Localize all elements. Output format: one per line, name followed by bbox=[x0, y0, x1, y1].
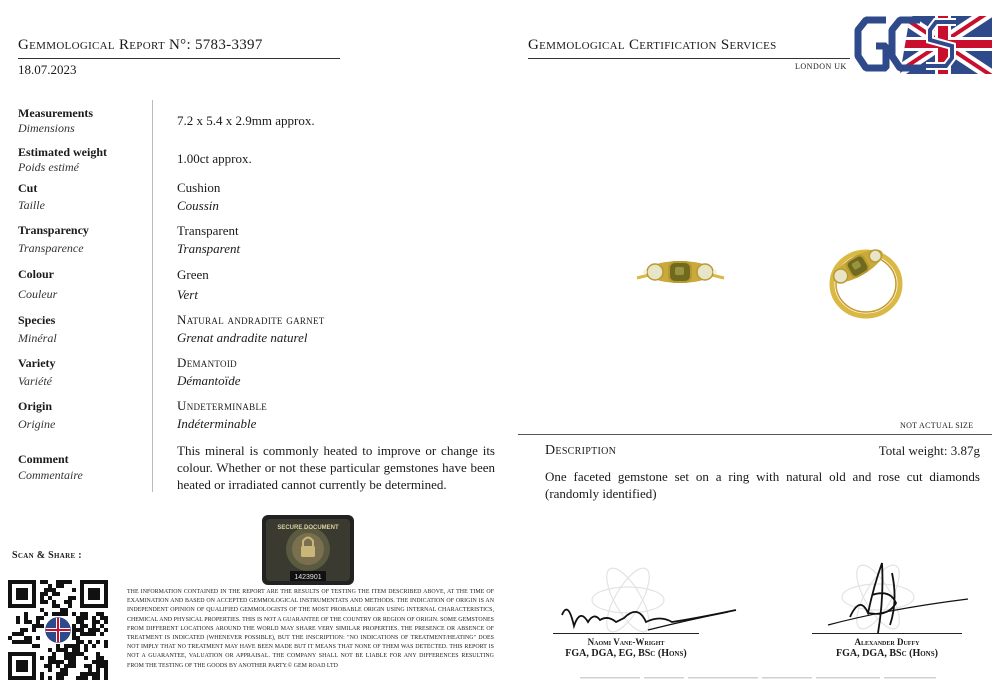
signature-alexander bbox=[798, 555, 978, 640]
total-weight: Total weight: 3.87g bbox=[878, 443, 980, 458]
label-variety-fr: Variété bbox=[18, 374, 52, 388]
company-city: LONDON UK bbox=[795, 62, 847, 71]
header-rule-right bbox=[528, 58, 850, 59]
value-transparency: Transparent bbox=[177, 223, 239, 238]
label-variety: Variety bbox=[18, 356, 56, 370]
signatory-quals-1: FGA, DGA, EG, BSc (Hons) bbox=[565, 648, 687, 659]
label-weight: Estimated weight bbox=[18, 145, 107, 159]
description-rule bbox=[518, 434, 992, 435]
atom-watermark-icon bbox=[592, 562, 664, 637]
signatory-name-1: Naomi Vane-Wright bbox=[587, 637, 665, 647]
value-comment: This mineral is commonly heated to improve or change its colour. Whether or not these particular gemstones have been heated or irradiated cannot currently be determined. bbox=[177, 443, 495, 492]
value-colour: Green bbox=[177, 267, 209, 282]
label-colour-fr: Couleur bbox=[18, 287, 58, 301]
disclaimer-text: THE INFORMATION CONTAINED IN THE REPORT ARE THE RESULTS OF TESTING THE ITEM DESCRIBED ABOVE, AT THE TIME OF EXAMINATION AND BASED ON ACCEPTED GEMMOLOGICAL INSTRUMENTATS AND METHODS. THE INDICATION OF ORIGIN IS AN INDEPENDENT OPINION OF QUALIFIED GEMMOLOGISTS OF THE MOST PROBABLE ORIGIN USING INTERNAL CHARACTERISTICS, CHEMICAL AND PHYSICAL PROPERTIES. THIS IS NOT A GUARANTEE OF THE COUNTRY OR REGION OF ORIGIN. SOME GEMSTONES FROM DIFFERENT LOCATIONS AROUND THE WORLD MAY SHARE VERY SIMILAR PROPERTIES. THE PRESENCE OR ABSENCE OF TREATMENT IS INDICATED (WHENEVER POSSIBLE), BUT THE INSCRIPTION: "NO INDICATIONS OF TREATMENT/HEATING" DOES NOT IMPLY THAT NO TREATMENT MAY HAVE BEEN MADE BUT IT MEANS THAT NONE OF THEM WAS DETECTED. THIS REPORT IS NOT A GUARANTEE, VALUATION OR APPRAISAL. THE COMPANY SHALL NOT BE LIABLE FOR ANY DIFFERENCES RESULTING FROM THE TESTING OF THE GOODS BY ANOTHER PARTY.© GEM ROAD LTD bbox=[127, 589, 494, 669]
label-cut: Cut bbox=[18, 181, 38, 195]
signature-naomi bbox=[548, 560, 748, 642]
qr-code[interactable] bbox=[8, 580, 108, 680]
atom-watermark-icon bbox=[842, 559, 914, 634]
table-divider bbox=[152, 100, 153, 492]
value-variety-fr: Démantoïde bbox=[177, 373, 241, 388]
description-title: Description bbox=[545, 443, 617, 458]
value-measurements: 7.2 x 5.4 x 2.9mm approx. bbox=[177, 113, 315, 128]
report-title: Gemmological Report N°: 5783-3397 bbox=[18, 37, 263, 53]
label-species: Species bbox=[18, 313, 56, 327]
value-origin-fr: Indéterminable bbox=[177, 416, 257, 431]
label-measurements-fr: Dimensions bbox=[18, 121, 75, 135]
header-rule-left bbox=[18, 58, 340, 59]
signature-rule-1 bbox=[553, 633, 699, 634]
label-transparency: Transparency bbox=[18, 223, 89, 237]
label-transparency-fr: Transparence bbox=[18, 241, 84, 255]
not-actual-size-caption: NOT ACTUAL SIZE bbox=[900, 421, 974, 430]
ring-photo-side bbox=[822, 232, 907, 324]
label-measurements: Measurements bbox=[18, 106, 94, 120]
company-name: Gemmological Certification Services bbox=[528, 37, 777, 53]
label-colour: Colour bbox=[18, 267, 54, 281]
signatory-quals-2: FGA, DGA, BSc (Hons) bbox=[836, 648, 938, 659]
label-origin: Origin bbox=[18, 399, 53, 413]
secure-document-seal bbox=[262, 515, 354, 585]
value-cut: Cushion bbox=[177, 180, 221, 195]
scan-share-title: Scan & Share : bbox=[12, 550, 82, 561]
seal-label: SECURE DOCUMENT bbox=[277, 525, 339, 531]
label-comment: Comment bbox=[18, 452, 69, 466]
value-colour-fr: Vert bbox=[177, 287, 198, 302]
seal-number: 1423901 bbox=[294, 574, 322, 581]
label-weight-fr: Poids estimé bbox=[18, 160, 79, 174]
label-cut-fr: Taille bbox=[18, 198, 45, 212]
value-origin: Undeterminable bbox=[177, 398, 268, 413]
value-variety: Demantoid bbox=[177, 355, 237, 370]
label-comment-fr: Commentaire bbox=[18, 468, 83, 482]
value-species: Natural andradite garnet bbox=[177, 312, 325, 327]
signature-rule-2 bbox=[812, 633, 962, 634]
report-date: 18.07.2023 bbox=[18, 62, 77, 77]
label-species-fr: Minéral bbox=[18, 331, 57, 345]
signatory-name-2: Alexander Duffy bbox=[854, 637, 920, 647]
qr-flag-icon bbox=[45, 617, 71, 643]
value-transparency-fr: Transparent bbox=[177, 241, 241, 256]
value-weight: 1.00ct approx. bbox=[177, 151, 252, 166]
security-microtext bbox=[580, 674, 980, 682]
label-origin-fr: Origine bbox=[18, 417, 56, 431]
value-cut-fr: Coussin bbox=[177, 198, 219, 213]
ring-photo-front bbox=[633, 248, 728, 298]
value-species-fr: Grenat andradite naturel bbox=[177, 330, 308, 345]
description-text: One faceted gemstone set on a ring with natural old and rose cut diamonds (randomly identified) bbox=[545, 469, 980, 501]
gcs-logo bbox=[852, 10, 992, 76]
